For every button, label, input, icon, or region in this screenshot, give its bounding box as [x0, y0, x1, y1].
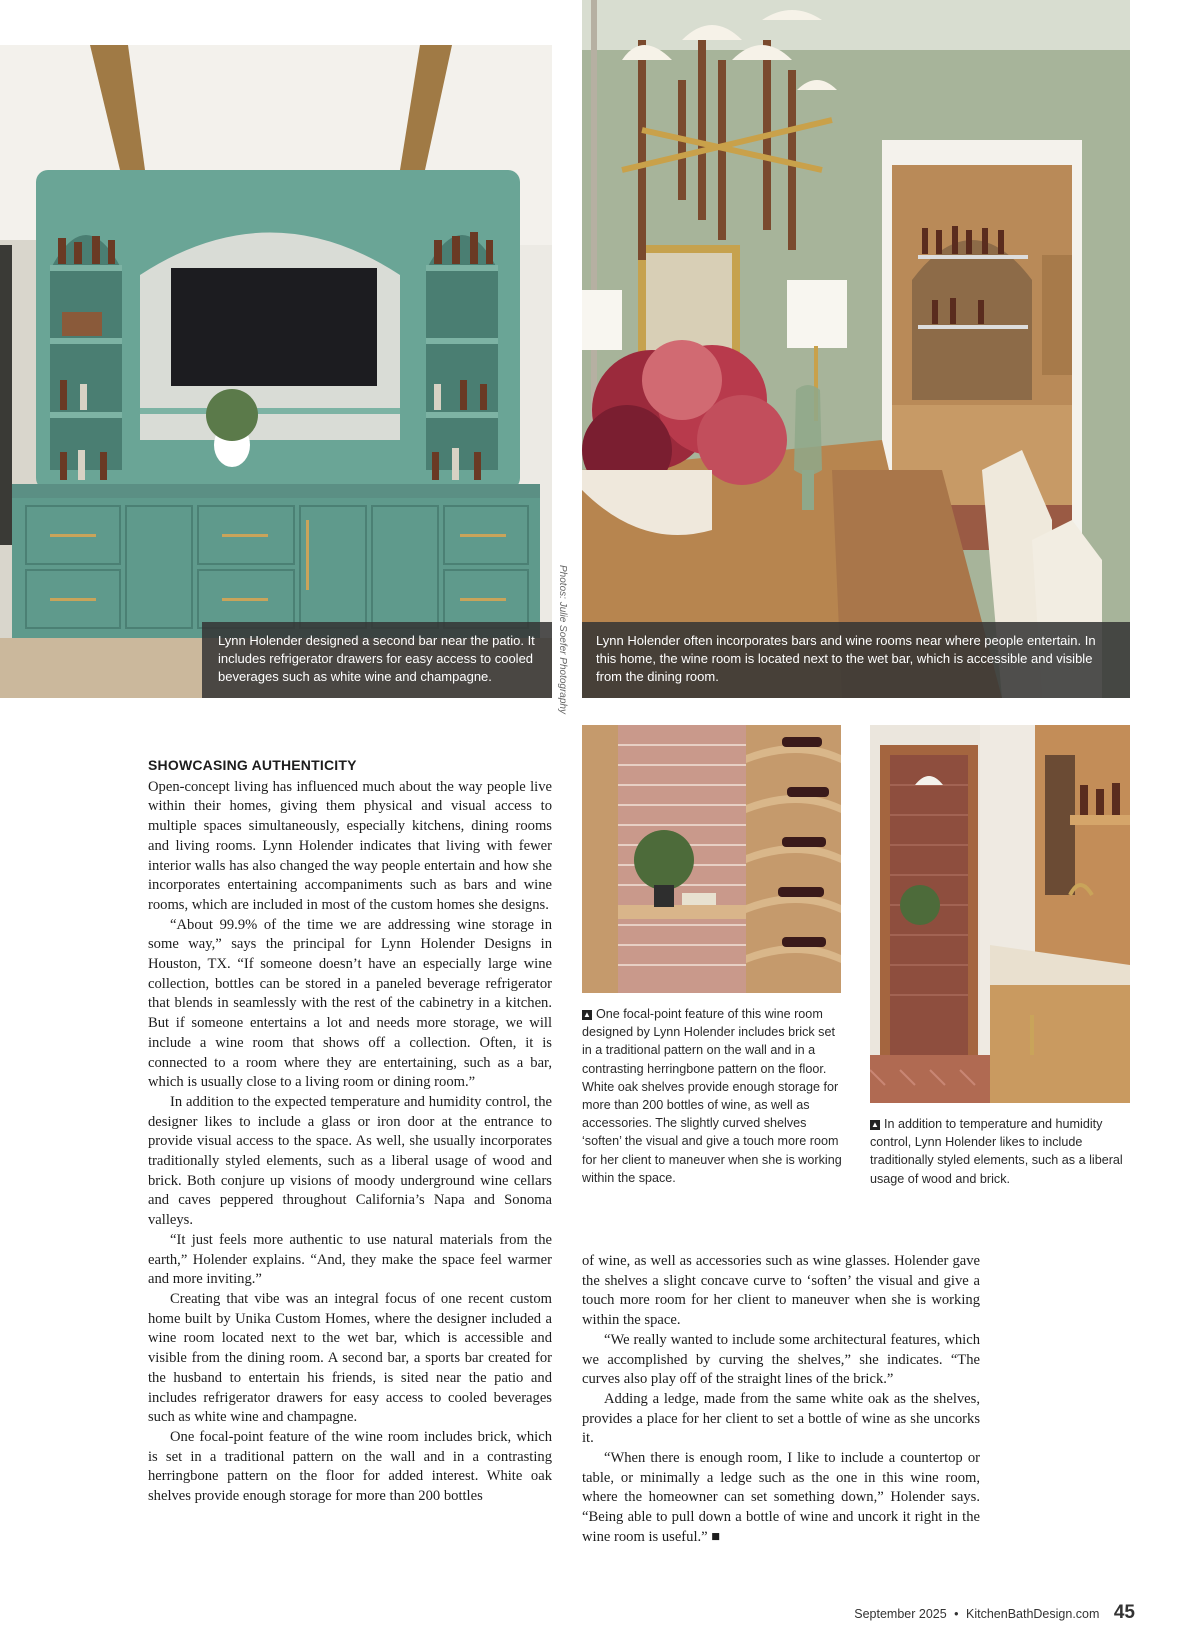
page-number: 45 — [1113, 1602, 1135, 1623]
paragraph: “When there is enough room, I like to include a countertop or table, or minimally a ledge such as the one in this wine room, where the homeowner can set something down,” Holender says. “Being able to pull down a bottle of wine and uncork it right in the wine room is useful.” ■ — [582, 1450, 980, 1545]
article-column-2 — [582, 1252, 980, 1548]
arrow-up-icon: ▲ — [871, 1120, 879, 1129]
footer-separator: • — [954, 1607, 959, 1621]
paragraph: Creating that vibe was an integral focus of one recent custom home built by Unika Custom Homes, where the designer included a wine room located next to the wet bar, which is accessible and visible from the dining room. A second bar, a sports bar created for the husband to entertain his friends, is sited near the patio and includes refrigerator drawers for easy access to cooled beverages such as white wine and champagne. — [148, 1290, 552, 1426]
wine-room-door-caption-text: In addition to temperature and humidity control, Lynn Holender likes to include traditionally styled elements, such as a liberal usage of wood and brick. — [870, 1117, 1123, 1186]
green-bar-caption — [202, 622, 552, 698]
paragraph: Open-concept living has influenced much about the way people live within their homes, giving them physical and visual access to multiple spaces simultaneously, especially kitchens, dining rooms and living rooms. Lynn Holender indicates that living with fewer interior walls has also changed the way people entertain and how she incorporates entertaining accompaniments such as bars and wine rooms, which are included in most of the custom homes she designs. — [148, 778, 552, 913]
wine-room-photo — [582, 725, 841, 993]
paragraph: In addition to the expected temperature and humidity control, the designer likes to include a glass or iron door at the entrance to provide visual access to the space. As well, she usually incorporates traditionally styled elements, such as a liberal usage of wood and brick. Both conjure up visions of moody underground wine cellars and caves peppered throughout California’s Napa and Sonoma valleys. — [148, 1093, 552, 1229]
wine-room-door-caption — [870, 1115, 1128, 1188]
wine-room-caption — [582, 1005, 844, 1187]
article-column-1 — [148, 756, 552, 1507]
paragraph: “It just feels more authentic to use natural materials from the earth,” Holender explains. “And, they make the space feel warmer and more inviting.” — [148, 1231, 552, 1288]
footer-site: KitchenBathDesign.com — [966, 1607, 1100, 1621]
paragraph: “About 99.9% of the time we are addressing wine storage in some way,” says the principal for Lynn Holender Designs in Houston, TX. “If someone doesn’t have an especially large wine collection, bottles can be stored in a paneled beverage refrigerator that blends in seamlessly with the rest of the cabinetry in a kitchen. But if someone entertains a lot and needs more storage, we will include a wine room that shows off a collection. Often, it is connected to a room where they are entertaining, such as a bar, which is usually close to a living room or dining room.” — [148, 916, 552, 1091]
wine-room-door-photo — [870, 725, 1130, 1103]
paragraph: One focal-point feature of the wine room includes brick, which is set in a traditional pattern on the wall and in a contrasting herringbone pattern on the floor for added interest. White oak shelves provide enough storage for more than 200 bottles — [148, 1428, 552, 1505]
green-bar-photo — [0, 0, 552, 698]
paragraph: Adding a ledge, made from the same white oak as the shelves, provides a place for her client to set a bottle of wine as she uncorks it. — [582, 1390, 980, 1447]
arrow-up-icon: ▲ — [583, 1010, 591, 1019]
dining-room-photo — [582, 0, 1130, 698]
wine-room-caption-text: One focal-point feature of this wine room designed by Lynn Holender includes brick set in a traditional pattern on the wall and in a contrasting herringbone pattern on the floor. White oak shelves provide enough storage for more than 200 bottles of wine, as well as accessories. The slightly curved shelves ‘soften’ the visual and give a touch more room for her client to maneuver when she is working within the space. — [582, 1007, 842, 1185]
footer-issue: September 2025 — [854, 1607, 947, 1621]
photo-credit: Photos: Julie Soefer Photography — [557, 565, 568, 714]
dining-room-caption — [582, 622, 1130, 698]
paragraph: “We really wanted to include some architectural features, which we accomplished by curving the shelves,” she indicates. “The curves also play off of the straight lines of the brick.” — [582, 1331, 980, 1388]
page-footer — [850, 1602, 1135, 1626]
section-heading: SHOWCASING AUTHENTICITY — [148, 757, 357, 773]
green-bar-caption-text: Lynn Holender designed a second bar near the patio. It includes refrigerator drawers for easy access to cooled beverages such as white wine and champagne. — [218, 633, 535, 684]
dining-room-caption-text: Lynn Holender often incorporates bars and wine rooms near where people entertain. In this home, the wine room is located next to the wet bar, which is accessible and visible from the dining room. — [596, 633, 1096, 684]
paragraph: of wine, as well as accessories such as wine glasses. Holender gave the shelves a slight concave curve to ‘soften’ the visual and give a touch more room for her client to maneuver when she is working within the space. — [582, 1253, 980, 1329]
